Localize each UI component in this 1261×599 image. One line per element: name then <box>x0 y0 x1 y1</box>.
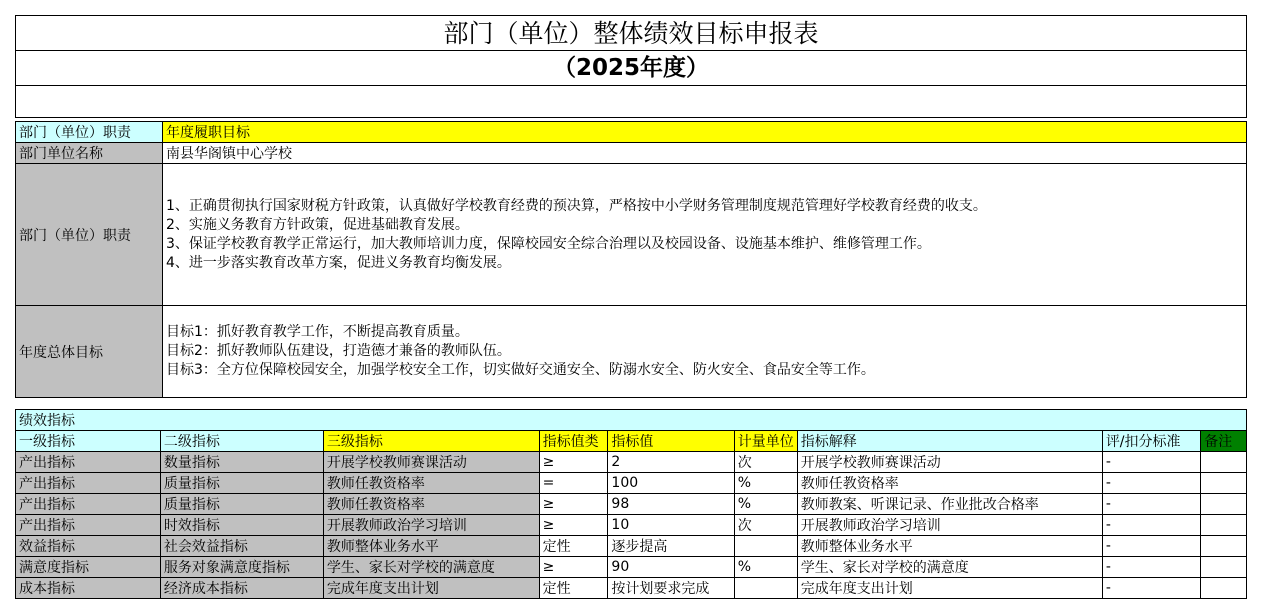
cell-explanation: 教师教案、听课记录、作业批改合格率 <box>797 494 1102 515</box>
cell-level1: 产出指标 <box>16 452 161 473</box>
cell-level1: 产出指标 <box>16 515 161 536</box>
duty-content <box>162 164 1246 306</box>
goal-content <box>162 306 1246 398</box>
goal-row <box>16 306 1247 398</box>
table-row <box>16 557 1247 578</box>
table-row <box>16 578 1247 599</box>
cell-level2: 社会效益指标 <box>160 536 323 557</box>
cell-scoring: - <box>1102 578 1200 599</box>
duty-table <box>15 121 1247 398</box>
cell-level1: 效益指标 <box>16 536 161 557</box>
cell-unit: % <box>734 494 797 515</box>
cell-scoring: - <box>1102 494 1200 515</box>
cell-level3: 开展学校教师赛课活动 <box>323 452 539 473</box>
indicator-header-row <box>16 431 1247 452</box>
cell-unit: % <box>734 557 797 578</box>
indicator-rows <box>16 452 1247 599</box>
cell-scoring: - <box>1102 536 1200 557</box>
cell-unit: 次 <box>734 515 797 536</box>
duty-line: 2、实施义务教育方针政策，促进基础教育发展。 <box>165 216 469 233</box>
cell-level2: 时效指标 <box>160 515 323 536</box>
header-explanation: 指标解释 <box>797 431 1102 452</box>
cell-value: 90 <box>608 557 734 578</box>
cell-scoring: - <box>1102 473 1200 494</box>
cell-level3: 教师任教资格率 <box>323 473 539 494</box>
cell-level2: 质量指标 <box>160 473 323 494</box>
header-scoring: 评/扣分标准 <box>1102 431 1200 452</box>
cell-value-type: ≥ <box>539 557 608 578</box>
cell-value: 100 <box>608 473 734 494</box>
cell-level2: 服务对象满意度指标 <box>160 557 323 578</box>
table-row <box>16 473 1247 494</box>
cell-remark <box>1201 557 1247 578</box>
indicator-title-row <box>16 410 1247 431</box>
cell-explanation: 完成年度支出计划 <box>797 578 1102 599</box>
header-unit: 计量单位 <box>734 431 797 452</box>
cell-value-type: = <box>539 473 608 494</box>
cell-level3: 学生、家长对学校的满意度 <box>323 557 539 578</box>
cell-scoring: - <box>1102 557 1200 578</box>
header-value-type: 指标值类 <box>539 431 608 452</box>
header-level1: 一级指标 <box>16 431 161 452</box>
header-value: 指标值 <box>608 431 734 452</box>
goal-label: 年度总体目标 <box>16 306 163 398</box>
cell-level3: 教师任教资格率 <box>323 494 539 515</box>
duty-line: 3、保证学校教育教学正常运行，加大教师培训力度，保障校园安全综合治理以及校园设备、设施基本维护、维修管理工作。 <box>165 235 931 252</box>
duty-line: 4、进一步落实教育改革方案，促进义务教育均衡发展。 <box>165 254 511 271</box>
goal-line: 目标3：全方位保障校园安全，加强学校安全工作，切实做好交通安全、防溺水安全、防火安全、食品安全等工作。 <box>165 362 875 378</box>
cell-level2: 经济成本指标 <box>160 578 323 599</box>
cell-value: 逐步提高 <box>608 536 734 557</box>
indicator-table <box>15 409 1247 599</box>
cell-level2: 数量指标 <box>160 452 323 473</box>
cell-level1: 产出指标 <box>16 494 161 515</box>
goal-line: 目标1：抓好教育教学工作，不断提高教育质量。 <box>165 324 469 340</box>
cell-value: 98 <box>608 494 734 515</box>
cell-value: 按计划要求完成 <box>608 578 734 599</box>
header-remark: 备注 <box>1201 431 1247 452</box>
cell-explanation: 教师整体业务水平 <box>797 536 1102 557</box>
cell-remark <box>1201 515 1247 536</box>
cell-unit <box>734 536 797 557</box>
header-level2: 二级指标 <box>160 431 323 452</box>
cell-level2: 质量指标 <box>160 494 323 515</box>
cell-level1: 成本指标 <box>16 578 161 599</box>
indicator-title: 绩效指标 <box>16 410 1247 431</box>
cell-level3: 开展教师政治学习培训 <box>323 515 539 536</box>
page-subtitle: （2025年度） <box>15 50 1247 86</box>
blank-row <box>15 86 1247 118</box>
page-title: 部门（单位）整体绩效目标申报表 <box>15 15 1247 51</box>
duty-header-right: 年度履职目标 <box>162 122 1246 143</box>
cell-level3: 完成年度支出计划 <box>323 578 539 599</box>
cell-unit: 次 <box>734 452 797 473</box>
table-row <box>16 452 1247 473</box>
cell-level1: 产出指标 <box>16 473 161 494</box>
cell-level1: 满意度指标 <box>16 557 161 578</box>
cell-remark <box>1201 473 1247 494</box>
cell-value-type: ≥ <box>539 515 608 536</box>
cell-remark <box>1201 452 1247 473</box>
goal-line: 目标2：抓好教师队伍建设，打造德才兼备的教师队伍。 <box>165 343 511 359</box>
cell-explanation: 学生、家长对学校的满意度 <box>797 557 1102 578</box>
cell-remark <box>1201 578 1247 599</box>
unit-name-label: 部门单位名称 <box>16 143 163 164</box>
cell-value: 2 <box>608 452 734 473</box>
cell-explanation: 开展学校教师赛课活动 <box>797 452 1102 473</box>
cell-scoring: - <box>1102 452 1200 473</box>
header-level3: 三级指标 <box>323 431 539 452</box>
duty-row <box>16 164 1247 306</box>
cell-scoring: - <box>1102 515 1200 536</box>
cell-value-type: ≥ <box>539 452 608 473</box>
cell-remark <box>1201 494 1247 515</box>
duty-label: 部门（单位）职责 <box>16 164 163 306</box>
duty-header-left: 部门（单位）职责 <box>16 122 163 143</box>
cell-explanation: 教师任教资格率 <box>797 473 1102 494</box>
cell-value-type: 定性 <box>539 536 608 557</box>
cell-value: 10 <box>608 515 734 536</box>
unit-name-row <box>16 143 1247 164</box>
unit-name-value: 南县华阁镇中心学校 <box>162 143 1246 164</box>
table-row <box>16 536 1247 557</box>
cell-unit <box>734 578 797 599</box>
table-row <box>16 494 1247 515</box>
cell-value-type: ≥ <box>539 494 608 515</box>
duty-line: 1、正确贯彻执行国家财税方针政策，认真做好学校教育经费的预决算，严格按中小学财务管理制度规范管理好学校教育经费的收支。 <box>165 197 987 214</box>
duty-header-row <box>16 122 1247 143</box>
cell-level3: 教师整体业务水平 <box>323 536 539 557</box>
cell-value-type: 定性 <box>539 578 608 599</box>
cell-remark <box>1201 536 1247 557</box>
table-row <box>16 515 1247 536</box>
cell-unit: % <box>734 473 797 494</box>
cell-explanation: 开展教师政治学习培训 <box>797 515 1102 536</box>
